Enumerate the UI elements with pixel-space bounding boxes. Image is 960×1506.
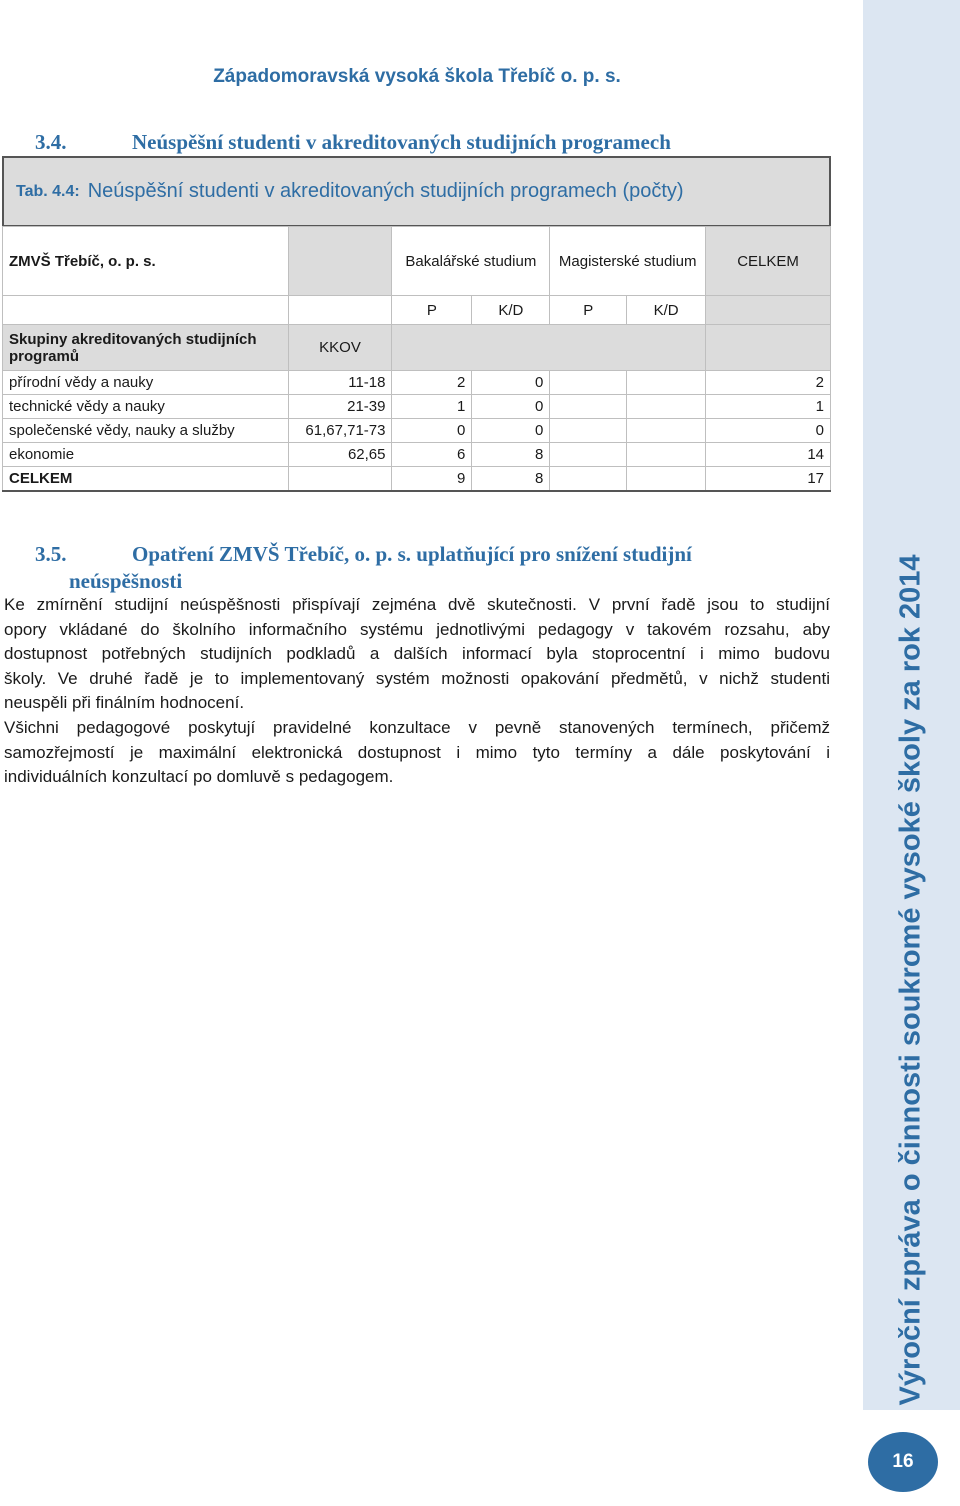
paragraph-line: neuspěli při finálním hodnocení. [4,693,245,712]
table-row [3,443,831,467]
total-row-empty [288,467,392,491]
grand-total: 17 [706,467,831,491]
paragraph-2 [4,716,830,790]
bachelor-combined-header: K/D [472,296,550,325]
kkov-cell: 21-39 [288,395,392,419]
section-title-line2: neúspěšnosti [69,569,183,593]
table-groups-header-row [3,325,831,371]
bachelor-p-cell: 6 [392,443,472,467]
paragraph-line: Všichni pedagogové poskytují pravidelné konzultace v pevně stanovených termínech, přičemž [4,718,830,737]
group-cell: technické vědy a nauky [3,395,289,419]
master-fulltime-header: P [550,296,627,325]
total-row-empty [627,467,706,491]
master-kd-cell [627,395,706,419]
group-cell: společenské vědy, nauky a služby [3,419,289,443]
paragraph-line: samozřejmostí je maximální elektronická dostupnost i mimo tyto termíny a dále poskytování i [4,742,830,762]
total-cell: 14 [706,443,831,467]
total-cell: 2 [706,371,831,395]
total-bachelor-kd: 8 [472,467,550,491]
bachelor-p-cell: 0 [392,419,472,443]
total-row-empty [550,467,627,491]
table-caption-text: Neúspěšní studenti v akreditovaných studijních programech (počty) [87,180,684,202]
kkov-cell: 61,67,71-73 [288,419,392,443]
master-p-cell [550,371,627,395]
section-number: 3.5. [35,542,67,566]
groups-header-empty [706,325,831,371]
table-total-row [3,467,831,491]
groups-header-empty [392,325,706,371]
paragraph-line: školy. Ve druhé řadě je to implementovaný systém možnosti opakování předmětů, v nichž studenti [4,668,830,688]
bachelor-header: Bakalářské studium [392,227,550,296]
section-number: 3.4. [35,130,67,154]
master-kd-cell [627,371,706,395]
section-title-line1: Opatření ZMVŠ Třebíč, o. p. s. uplatňující pro snížení studijní [132,542,692,566]
total-bachelor-p: 9 [392,467,472,491]
bachelor-kd-cell: 0 [472,395,550,419]
unsuccessful-students-table [2,226,831,492]
section-title: Neúspěšní studenti v akreditovaných studijních programech [132,130,671,154]
master-header: Magisterské studium [550,227,706,296]
table-caption [2,156,831,227]
bachelor-kd-cell: 0 [472,371,550,395]
table-caption-label: Tab. 4.4: [16,182,80,200]
groups-header: Skupiny akreditovaných studijních programů [3,325,289,371]
section-heading-3-4 [35,130,835,158]
bachelor-kd-cell: 8 [472,443,550,467]
section-heading-3-5 [35,542,835,598]
table-subheader-row [3,296,831,325]
page-number-badge: 16 [868,1432,938,1492]
paragraph-line: dostupnost potřebných studijních podkladů a dalších informací byla stoprocentní i mimo budovu [4,644,830,663]
subheader-empty-cell [706,296,831,325]
kkov-cell: 11-18 [288,371,392,395]
bachelor-fulltime-header: P [392,296,472,325]
bachelor-p-cell: 1 [392,395,472,419]
sidebar-text-container [863,0,960,1410]
paragraph-1 [4,593,830,716]
master-p-cell [550,419,627,443]
group-cell: ekonomie [3,443,289,467]
paragraph-line: individuálních konzultací po domluvě s pedagogem. [4,767,394,786]
subheader-empty-cell [3,296,289,325]
kkov-cell: 62,65 [288,443,392,467]
master-p-cell [550,395,627,419]
bachelor-kd-cell: 0 [472,419,550,443]
master-kd-cell [627,443,706,467]
sidebar-vertical-title: Výroční zpráva o činnosti soukromé vysoké školy za rok 2014 [894,554,927,1406]
total-cell: 0 [706,419,831,443]
kkov-header: KKOV [288,325,392,371]
master-kd-cell [627,419,706,443]
master-p-cell [550,443,627,467]
table-header-row [3,227,831,296]
group-cell: přírodní vědy a nauky [3,371,289,395]
total-cell: 1 [706,395,831,419]
institution-cell: ZMVŠ Třebíč, o. p. s. [3,227,289,296]
total-row-label: CELKEM [3,467,289,491]
paragraph-line: opory vkládané do školního informačního systému jednotlivými pedagogy v takovém rozsahu, aby [4,619,830,639]
paragraph-line: Ke zmírnění studijní neúspěšnosti přispívají zejména dvě skutečnosti. V první řadě jsou to studijní [4,595,830,614]
master-combined-header: K/D [627,296,706,325]
total-header: CELKEM [706,227,831,296]
table-row [3,371,831,395]
subheader-empty-cell [288,296,392,325]
header-empty-cell [288,227,392,296]
bachelor-p-cell: 2 [392,371,472,395]
table-row [3,419,831,443]
document-header-title: Západomoravská vysoká škola Třebíč o. p. s. [213,66,621,87]
table-row [3,395,831,419]
